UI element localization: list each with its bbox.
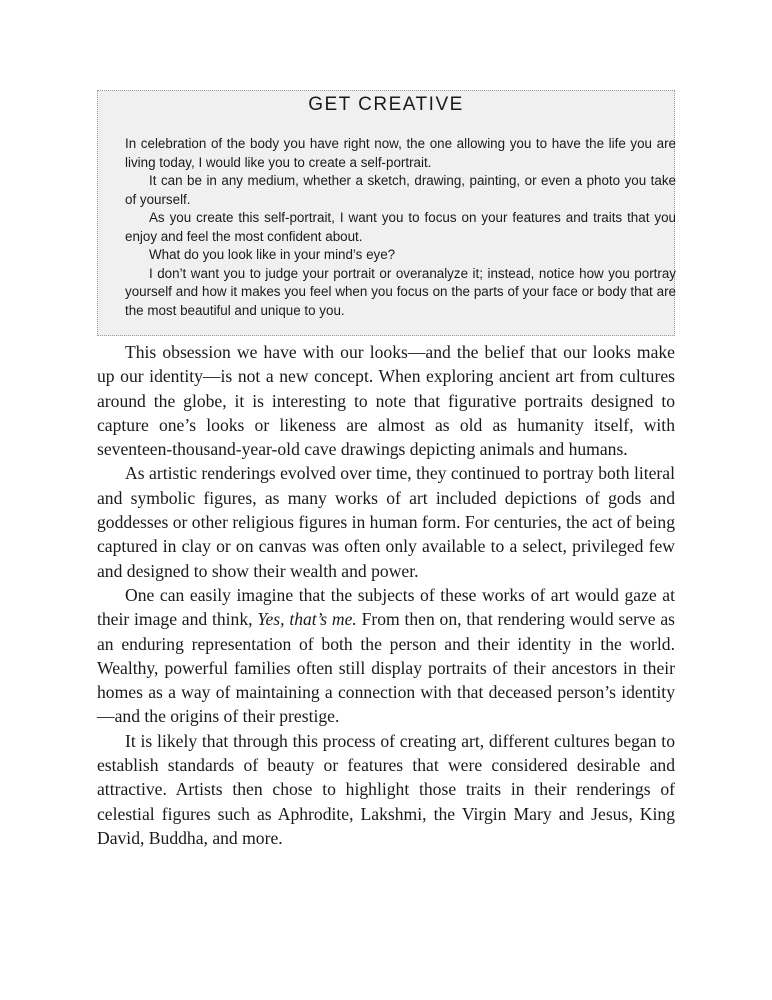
body-paragraph: It is likely that through this process of creating art, different cultures began to establish standards of beauty or features that were considered desirable and attractive. Artists then chose to highlight those traits in their renderings of celestial figures such as Aphrodite, Lakshmi, the Virgin Mary and Jesus, King David, Buddha, and more. [97,730,675,848]
body-paragraph: As artistic renderings evolved over time, they continued to portray both literal and symbolic figures, as many works of art included depictions of gods and goddesses or other religious figures in human form. For centuries, the act of being captured in clay or on canvas was often only available to a select, privileged few and designed to show their wealth and power. [97,463,676,581]
sidebar-body [125,135,676,320]
body-text [97,340,675,850]
body-text-run: One can easily imagine that the subjects of these works of art would gaze at their image and think, [97,584,675,630]
sidebar-title: GET CREATIVE [308,94,464,115]
italic-quote: Yes, that’s me. [257,609,357,630]
sidebar-paragraph: In celebration of the body you have right now, the one allowing you to have the life you are living today, I would like you to create a self-portrait. [125,136,676,170]
sidebar-paragraph: As you create this self-portrait, I want you to focus on your features and traits that you enjoy and feel the most confident about. [125,210,676,244]
body-paragraph [97,583,675,729]
sidebar-paragraph: I don’t want you to judge your portrait or overanalyze it; instead, notice how you portray yourself and how it makes you feel when you focus on the parts of your face or body that are the most beautiful and unique to you. [125,265,676,318]
sidebar-paragraph: What do you look like in your mind’s eye? [149,247,396,262]
body-paragraph: This obsession we have with our looks—and the belief that our looks make up our identity—is not a new concept. When exploring ancient art from cultures around the globe, it is interesting to note that figurative portraits designed to capture one’s looks or likeness are almost as old as humanity itself, with seventeen-thousand-year-old cave drawings depicting animals and humans. [97,342,675,460]
sidebar-paragraph: It can be in any medium, whether a sketch, drawing, painting, or even a photo you take of yourself. [125,173,676,207]
get-creative-sidebar [97,90,675,336]
body-text-run: From then on, that rendering would serve as an enduring representation of both the person and their identity in the world. Wealthy, powerful families often still display portraits of their ancestors in their homes as a way of maintaining a connection with that deceased person’s identity—and the origins of their prestige. [97,609,675,727]
